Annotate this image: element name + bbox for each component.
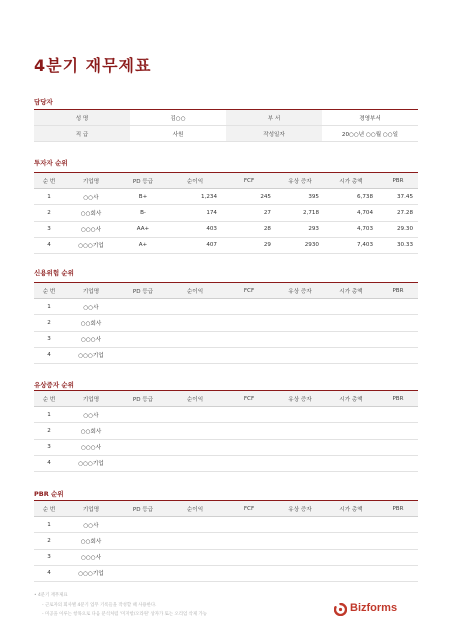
company-cell[interactable]: ○○회사 <box>64 533 118 549</box>
position-label: 직 급 <box>34 126 130 142</box>
market-cap-cell[interactable] <box>324 533 378 549</box>
table-row <box>34 407 418 423</box>
company-cell[interactable]: ○○사 <box>64 517 118 533</box>
rank-cell: 1 <box>34 517 64 533</box>
market-cap-header: 시가 총액 <box>324 173 378 189</box>
company-cell[interactable]: ○○회사 <box>64 205 118 221</box>
table-row <box>34 299 418 315</box>
pbr-header: PBR <box>378 173 418 189</box>
market-cap-cell[interactable]: 4,704 <box>324 205 378 221</box>
market-cap-cell[interactable] <box>324 423 378 439</box>
manager-section-label: 담당자 <box>34 98 53 106</box>
rank-cell: 2 <box>34 423 64 439</box>
rank-cell: 4 <box>34 455 64 471</box>
rank-cell: 1 <box>34 299 64 315</box>
capital-increase-cell[interactable]: 293 <box>276 221 324 237</box>
pbr-cell[interactable] <box>378 549 418 565</box>
fcf-cell[interactable] <box>222 347 276 363</box>
market-cap-cell[interactable]: 7,403 <box>324 237 378 253</box>
pbr-cell[interactable]: 29.30 <box>378 221 418 237</box>
pd-grade-cell[interactable] <box>118 533 168 549</box>
pd-grade-cell[interactable] <box>118 455 168 471</box>
pbr-cell[interactable]: 27.28 <box>378 205 418 221</box>
table-row <box>34 221 418 237</box>
pd-grade-cell[interactable]: AA+ <box>118 221 168 237</box>
table-row <box>34 549 418 565</box>
market-cap-cell[interactable]: 4,703 <box>324 221 378 237</box>
department-value[interactable]: 경영부서 <box>322 110 418 126</box>
rank-cell: 2 <box>34 533 64 549</box>
fcf-header: FCF <box>222 283 276 299</box>
net-income-cell[interactable]: 407 <box>168 237 222 253</box>
capital-increase-cell[interactable] <box>276 565 324 581</box>
table-row <box>34 347 418 363</box>
pd-grade-cell[interactable]: B- <box>118 205 168 221</box>
net-income-cell[interactable] <box>168 517 222 533</box>
footer-note: • 4분기 재무제표 <box>34 593 68 598</box>
fcf-cell[interactable] <box>222 533 276 549</box>
capital-increase-cell[interactable] <box>276 299 324 315</box>
fcf-cell[interactable]: 29 <box>222 237 276 253</box>
pd-grade-cell[interactable]: A+ <box>118 237 168 253</box>
market-cap-cell[interactable] <box>324 407 378 423</box>
pbr-cell[interactable] <box>378 423 418 439</box>
capital-increase-cell[interactable] <box>276 423 324 439</box>
market-cap-cell[interactable] <box>324 439 378 455</box>
pd-grade-header: PD 등급 <box>118 391 168 407</box>
capital-increase-header: 유상 증자 <box>276 501 324 517</box>
rank-header: 순 번 <box>34 173 64 189</box>
pbr-cell[interactable] <box>378 407 418 423</box>
pd-grade-header: PD 등급 <box>118 173 168 189</box>
credit-table <box>34 282 418 364</box>
market-cap-cell[interactable]: 6,738 <box>324 189 378 205</box>
fcf-header: FCF <box>222 501 276 517</box>
fcf-cell[interactable]: 27 <box>222 205 276 221</box>
net-income-header: 순이익 <box>168 391 222 407</box>
pd-grade-cell[interactable] <box>118 423 168 439</box>
fcf-cell[interactable] <box>222 455 276 471</box>
document-title: 4분기 재무제표 <box>34 56 152 75</box>
rank-cell: 2 <box>34 315 64 331</box>
market-cap-header: 시가 총액 <box>324 283 378 299</box>
net-income-header: 순이익 <box>168 501 222 517</box>
market-cap-cell[interactable] <box>324 347 378 363</box>
fcf-cell[interactable]: 28 <box>222 221 276 237</box>
bizforms-logo-text: Bizforms <box>350 601 398 614</box>
company-header: 기업명 <box>64 501 118 517</box>
manager-table <box>34 109 418 142</box>
pbr-cell[interactable] <box>378 517 418 533</box>
pbr-cell[interactable] <box>378 347 418 363</box>
fcf-cell[interactable] <box>222 331 276 347</box>
department-label: 부 서 <box>226 110 322 126</box>
company-cell[interactable]: ○○○사 <box>64 331 118 347</box>
rank-header: 순 번 <box>34 283 64 299</box>
table-row <box>34 439 418 455</box>
company-header: 기업명 <box>64 391 118 407</box>
fcf-header: FCF <box>222 173 276 189</box>
pbr-cell[interactable] <box>378 299 418 315</box>
net-income-cell[interactable] <box>168 549 222 565</box>
table-row <box>34 565 418 581</box>
company-cell[interactable]: ○○사 <box>64 407 118 423</box>
pbr-cell[interactable] <box>378 331 418 347</box>
company-cell[interactable]: ○○○기업 <box>64 347 118 363</box>
table-row <box>34 315 418 331</box>
market-cap-cell[interactable] <box>324 299 378 315</box>
capital-increase-cell[interactable] <box>276 439 324 455</box>
fcf-cell[interactable] <box>222 423 276 439</box>
company-cell[interactable]: ○○○기업 <box>64 455 118 471</box>
net-income-cell[interactable]: 1,234 <box>168 189 222 205</box>
company-cell[interactable]: ○○○사 <box>64 549 118 565</box>
market-cap-cell[interactable] <box>324 517 378 533</box>
rank-cell: 3 <box>34 439 64 455</box>
pd-grade-cell[interactable] <box>118 347 168 363</box>
net-income-header: 순이익 <box>168 283 222 299</box>
net-income-cell[interactable] <box>168 347 222 363</box>
pd-grade-cell[interactable] <box>118 299 168 315</box>
pd-grade-cell[interactable] <box>118 565 168 581</box>
net-income-cell[interactable] <box>168 423 222 439</box>
company-cell[interactable]: ○○○사 <box>64 221 118 237</box>
table-row <box>34 455 418 471</box>
fcf-cell[interactable] <box>222 299 276 315</box>
footer-note: - 근로자의 회사별 4분기 업무 기록들을 작성할 때 사용한다. <box>42 602 157 608</box>
header-row <box>34 283 418 299</box>
rank-cell: 4 <box>34 565 64 581</box>
market-cap-cell[interactable] <box>324 331 378 347</box>
capital-increase-cell[interactable] <box>276 407 324 423</box>
pd-grade-cell[interactable] <box>118 439 168 455</box>
rank-cell: 1 <box>34 407 64 423</box>
net-income-header: 순이익 <box>168 173 222 189</box>
fcf-cell[interactable] <box>222 517 276 533</box>
market-cap-cell[interactable] <box>324 565 378 581</box>
pbr-header: PBR <box>378 501 418 517</box>
pbr-table <box>34 500 418 582</box>
pbr-cell[interactable] <box>378 533 418 549</box>
pbr-cell[interactable] <box>378 455 418 471</box>
pd-grade-cell[interactable] <box>118 315 168 331</box>
net-income-cell[interactable] <box>168 439 222 455</box>
capital-increase-cell[interactable] <box>276 455 324 471</box>
bizforms-logo-icon <box>334 601 347 614</box>
table-row <box>34 517 418 533</box>
pbr-cell[interactable] <box>378 565 418 581</box>
capital-increase-header: 유상 증자 <box>276 283 324 299</box>
company-header: 기업명 <box>64 173 118 189</box>
capital-increase-cell[interactable] <box>276 347 324 363</box>
table-row <box>34 189 418 205</box>
company-cell[interactable]: ○○○사 <box>64 439 118 455</box>
manager-row <box>34 110 418 126</box>
net-income-cell[interactable] <box>168 455 222 471</box>
header-row <box>34 173 418 189</box>
footer-note: - 미공을 이루는 항목으로 다음 분석처럼 '미지항/오라원' 상자가 또는 오리엄 삭제 가능 <box>42 612 208 617</box>
company-cell[interactable]: ○○사 <box>64 189 118 205</box>
capital-increase-cell[interactable] <box>276 315 324 331</box>
rank-cell: 3 <box>34 221 64 237</box>
bizforms-logo <box>334 601 397 614</box>
capital-increase-cell[interactable] <box>276 549 324 565</box>
company-cell[interactable]: ○○회사 <box>64 423 118 439</box>
table-row <box>34 331 418 347</box>
credit-section-label: 신용위험 순위 <box>34 269 74 277</box>
pbr-cell[interactable]: 37.45 <box>378 189 418 205</box>
date-label: 작성일자 <box>226 126 322 142</box>
pd-grade-header: PD 등급 <box>118 283 168 299</box>
fcf-header: FCF <box>222 391 276 407</box>
pbr-header: PBR <box>378 283 418 299</box>
date-value[interactable]: 20○○년 ○○월 ○○일 <box>322 126 418 142</box>
net-income-cell[interactable] <box>168 315 222 331</box>
rank-cell: 3 <box>34 331 64 347</box>
rank-cell: 4 <box>34 237 64 253</box>
capital-increase-header: 유상 증자 <box>276 173 324 189</box>
fcf-cell[interactable]: 245 <box>222 189 276 205</box>
fcf-cell[interactable] <box>222 407 276 423</box>
market-cap-cell[interactable] <box>324 455 378 471</box>
net-income-cell[interactable] <box>168 533 222 549</box>
capital-table <box>34 390 418 472</box>
manager-row <box>34 126 418 142</box>
capital-increase-cell[interactable] <box>276 517 324 533</box>
capital-increase-cell[interactable]: 2,718 <box>276 205 324 221</box>
net-income-cell[interactable] <box>168 299 222 315</box>
pd-grade-cell[interactable] <box>118 549 168 565</box>
rank-cell: 2 <box>34 205 64 221</box>
capital-increase-header: 유상 증자 <box>276 391 324 407</box>
pbr-section-label: PBR 순위 <box>34 490 64 498</box>
fcf-cell[interactable] <box>222 565 276 581</box>
rank-cell: 4 <box>34 347 64 363</box>
pbr-cell[interactable] <box>378 315 418 331</box>
net-income-cell[interactable] <box>168 331 222 347</box>
market-cap-cell[interactable] <box>324 315 378 331</box>
capital-section-label: 유상증자 순위 <box>34 381 74 389</box>
fcf-cell[interactable] <box>222 315 276 331</box>
fcf-cell[interactable] <box>222 439 276 455</box>
pd-grade-header: PD 등급 <box>118 501 168 517</box>
pd-grade-cell[interactable] <box>118 517 168 533</box>
table-row <box>34 205 418 221</box>
pbr-header: PBR <box>378 391 418 407</box>
company-cell[interactable]: ○○○기업 <box>64 237 118 253</box>
pd-grade-cell[interactable] <box>118 331 168 347</box>
company-header: 기업명 <box>64 283 118 299</box>
company-cell[interactable]: ○○사 <box>64 299 118 315</box>
net-income-cell[interactable]: 174 <box>168 205 222 221</box>
position-value[interactable]: 사원 <box>130 126 226 142</box>
net-income-cell[interactable] <box>168 565 222 581</box>
company-cell[interactable]: ○○회사 <box>64 315 118 331</box>
market-cap-cell[interactable] <box>324 549 378 565</box>
market-cap-header: 시가 총액 <box>324 391 378 407</box>
pd-grade-cell[interactable]: B+ <box>118 189 168 205</box>
rank-cell: 1 <box>34 189 64 205</box>
pd-grade-cell[interactable] <box>118 407 168 423</box>
capital-increase-cell[interactable]: 395 <box>276 189 324 205</box>
header-row <box>34 391 418 407</box>
table-row <box>34 533 418 549</box>
investor-section-label: 투자자 순위 <box>34 159 68 167</box>
header-row <box>34 501 418 517</box>
market-cap-header: 시가 총액 <box>324 501 378 517</box>
table-row <box>34 237 418 253</box>
investor-table <box>34 172 418 254</box>
pbr-cell[interactable]: 30.33 <box>378 237 418 253</box>
capital-increase-cell[interactable]: 2930 <box>276 237 324 253</box>
name-label: 성 명 <box>34 110 130 126</box>
rank-cell: 3 <box>34 549 64 565</box>
rank-header: 순 번 <box>34 391 64 407</box>
fcf-cell[interactable] <box>222 549 276 565</box>
table-row <box>34 423 418 439</box>
company-cell[interactable]: ○○○기업 <box>64 565 118 581</box>
rank-header: 순 번 <box>34 501 64 517</box>
footer-notes <box>34 591 207 620</box>
name-value[interactable]: 김○○ <box>130 110 226 126</box>
capital-increase-cell[interactable] <box>276 533 324 549</box>
net-income-cell[interactable]: 403 <box>168 221 222 237</box>
net-income-cell[interactable] <box>168 407 222 423</box>
pbr-cell[interactable] <box>378 439 418 455</box>
capital-increase-cell[interactable] <box>276 331 324 347</box>
